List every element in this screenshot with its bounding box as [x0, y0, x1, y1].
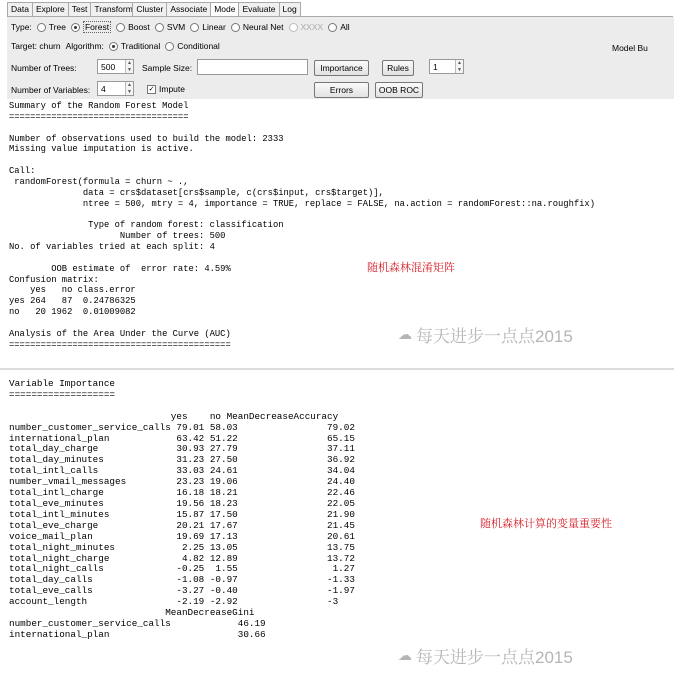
number-of-variables-value: 4: [101, 84, 106, 94]
radio-all-label: All: [340, 22, 350, 32]
tab-mode[interactable]: Mode: [210, 2, 239, 17]
errors-button[interactable]: Errors: [314, 82, 369, 98]
radio-conditional-label: Conditional: [177, 41, 220, 51]
tab-test[interactable]: Test: [68, 2, 92, 16]
wechat-icon: ☁: [398, 647, 412, 663]
screenshot-divider: [0, 368, 674, 370]
wechat-icon: ☁: [398, 326, 412, 342]
radio-tree[interactable]: [37, 23, 46, 32]
radio-all[interactable]: [328, 23, 337, 32]
radio-xxxx-label: XXXX: [300, 22, 324, 32]
radio-boost-label: Boost: [128, 22, 150, 32]
watermark-text: 每天进步一点点2015: [416, 648, 573, 667]
model-builder-label: Model Bu: [612, 43, 648, 53]
tab-evaluate[interactable]: Evaluate: [238, 2, 279, 16]
spinner-arrows-icon[interactable]: ▲ ▼: [455, 60, 463, 73]
model-summary-output: Summary of the Random Forest Model ================================== Number of observations used to build the model: 2333 Missing value imputation is active. Call: randomForest(formula = churn ~ ., data = crs$dataset[crs$sample, c(crs$input, crs$target)], ntree = 500, mtry = 4, importance = TRUE, replace = FALSE, na.action = randomForest::na.roughfix) Type of random forest: classification Number of trees: 500 No. of variables tried at each split: 4 OOB estimate of error rate: 4.59% Confusion matrix: yes no class.error yes 264 87 0.24786325 no 20 1962 0.01009082 Analysis of the Area Under the Curve (AUC) ==========================================: [9, 101, 595, 350]
variable-importance-output: Variable Importance =================== yes no MeanDecreaseAccuracy number_customer_service_calls 79.01 58.03 79.02 international_plan 63.42 51.22 65.15 total_day_charge 30.93 27.79 37.11 total_day_minutes 31.23 27.50 36.92 total_intl_calls 33.03 24.61 34.04 number_vmail_messages 23.23 19.06 24.40 total_intl_charge 16.18 18.21 22.46 total_eve_minutes 19.56 18.23 22.05 total_intl_minutes 15.87 17.50 21.90 total_eve_charge 20.21 17.67 21.45 voice_mail_plan 19.69 17.13 20.61 total_night_minutes 2.25 13.05 13.75 total_night_charge 4.82 12.89 13.72 total_night_calls -0.25 1.55 1.27 total_day_calls -1.08 -0.97 -1.33 total_eve_calls -3.27 -0.40 -1.97 account_length -2.19 -2.92 -3 MeanDecreaseGini number_customer_service_calls 46.19 international_plan 30.66: [9, 378, 355, 640]
spinner-arrows-icon[interactable]: ▲ ▼: [125, 82, 133, 95]
rules-spinner[interactable]: [429, 59, 464, 74]
target-label: Target: churn: [11, 41, 61, 51]
radio-svm[interactable]: [155, 23, 164, 32]
radio-traditional-label: Traditional: [120, 41, 161, 51]
target-row: [11, 41, 220, 51]
number-of-variables-label: Number of Variables:: [11, 85, 91, 95]
radio-neural-net-label: Neural Net: [242, 22, 284, 32]
tab-data[interactable]: Data: [7, 2, 33, 16]
impute-checkbox[interactable]: ✓: [148, 85, 155, 93]
variable-importance-note: 随机森林计算的变量重要性: [480, 518, 612, 530]
radio-linear[interactable]: [190, 23, 199, 32]
number-of-trees-spinner[interactable]: [97, 59, 134, 74]
radio-forest-label: Forest: [84, 22, 110, 32]
number-of-trees-value: 500: [101, 62, 116, 72]
impute-row: [143, 84, 185, 94]
radio-tree-label: Tree: [48, 22, 66, 32]
sample-size-label: Sample Size:: [142, 63, 193, 73]
radio-boost[interactable]: [116, 23, 125, 32]
tab-explore[interactable]: Explore: [32, 2, 69, 16]
impute-label: Impute: [159, 84, 185, 94]
oob-roc-button[interactable]: OOB ROC: [375, 82, 423, 98]
rules-value: 1: [433, 62, 438, 72]
radio-svm-label: SVM: [166, 22, 186, 32]
radio-xxxx: [289, 23, 298, 32]
radio-forest[interactable]: [71, 23, 80, 32]
number-of-trees-label: Number of Trees:: [11, 63, 77, 73]
number-of-variables-spinner[interactable]: [97, 81, 134, 96]
tab-associate[interactable]: Associate: [166, 2, 211, 16]
radio-linear-label: Linear: [202, 22, 226, 32]
type-label: Type:: [11, 22, 32, 32]
spinner-arrows-icon[interactable]: ▲ ▼: [125, 60, 133, 73]
sample-size-input[interactable]: [197, 59, 308, 75]
confusion-matrix-note: 随机森林混淆矩阵: [367, 262, 455, 274]
type-row: [11, 21, 350, 33]
tab-log[interactable]: Log: [279, 2, 301, 16]
watermark: [398, 322, 573, 347]
tab-transform[interactable]: Transform: [90, 2, 133, 16]
watermark-text: 每天进步一点点2015: [416, 327, 573, 346]
radio-conditional[interactable]: [165, 42, 174, 51]
radio-traditional[interactable]: [109, 42, 118, 51]
radio-neural-net[interactable]: [231, 23, 240, 32]
watermark: [398, 643, 573, 668]
tab-cluster[interactable]: Cluster: [132, 2, 167, 16]
rules-button[interactable]: Rules: [382, 60, 414, 76]
importance-button[interactable]: Importance: [314, 60, 369, 76]
tab-bar: [7, 2, 300, 16]
model-options-panel: [7, 17, 674, 99]
algorithm-label: Algorithm:: [65, 41, 104, 51]
